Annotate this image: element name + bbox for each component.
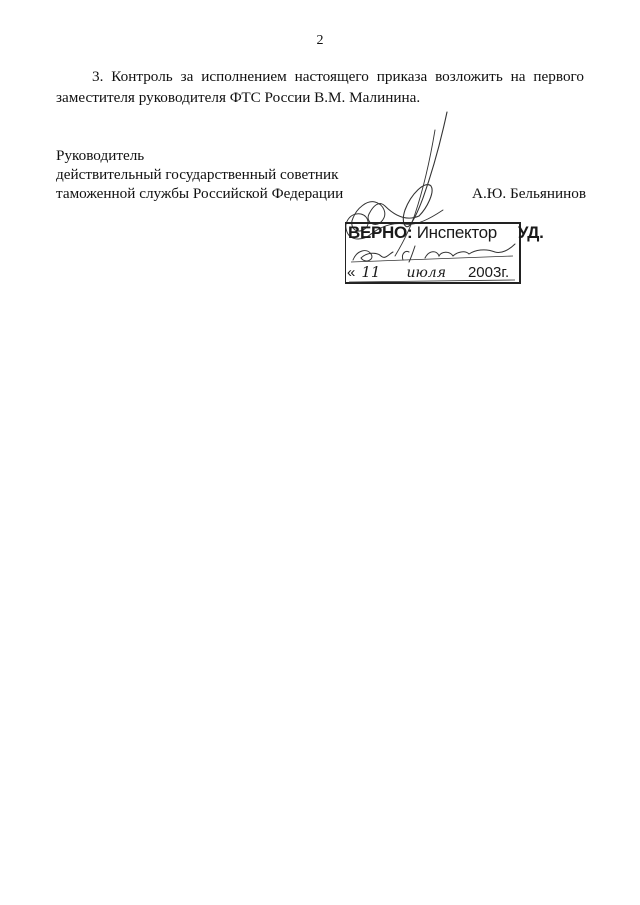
signatory-name: А.Ю. Бельянинов <box>472 185 587 202</box>
stamp-date <box>347 263 509 281</box>
certification-stamp <box>345 222 544 286</box>
stamp-date-month: июля <box>406 265 446 281</box>
stamp-department: УД. <box>517 223 544 242</box>
stamp-date-year: 2003 <box>467 264 502 281</box>
signatory-title-block <box>56 146 343 203</box>
stamp-date-quote: « <box>347 264 356 281</box>
stamp-verified-label: ВЕРНО: <box>348 223 413 242</box>
signatory-title-line: таможенной службы Российской Федерации <box>56 185 344 202</box>
stamp-date-suffix: г. <box>501 264 510 281</box>
stamp-date-day: 11 <box>361 263 381 281</box>
clause-paragraph <box>56 66 584 108</box>
signatory-title-line: Руководитель <box>56 147 145 164</box>
page-number: 2 <box>316 33 324 48</box>
clause-text: 3. Контроль за исполнением настоящего приказа возложить на первого заместителя руководителя ФТС России В.М. Малинина. <box>56 68 584 106</box>
signatory-title-line: действительный государственный советник <box>56 166 339 183</box>
stamp-position: Инспектор <box>416 223 497 242</box>
